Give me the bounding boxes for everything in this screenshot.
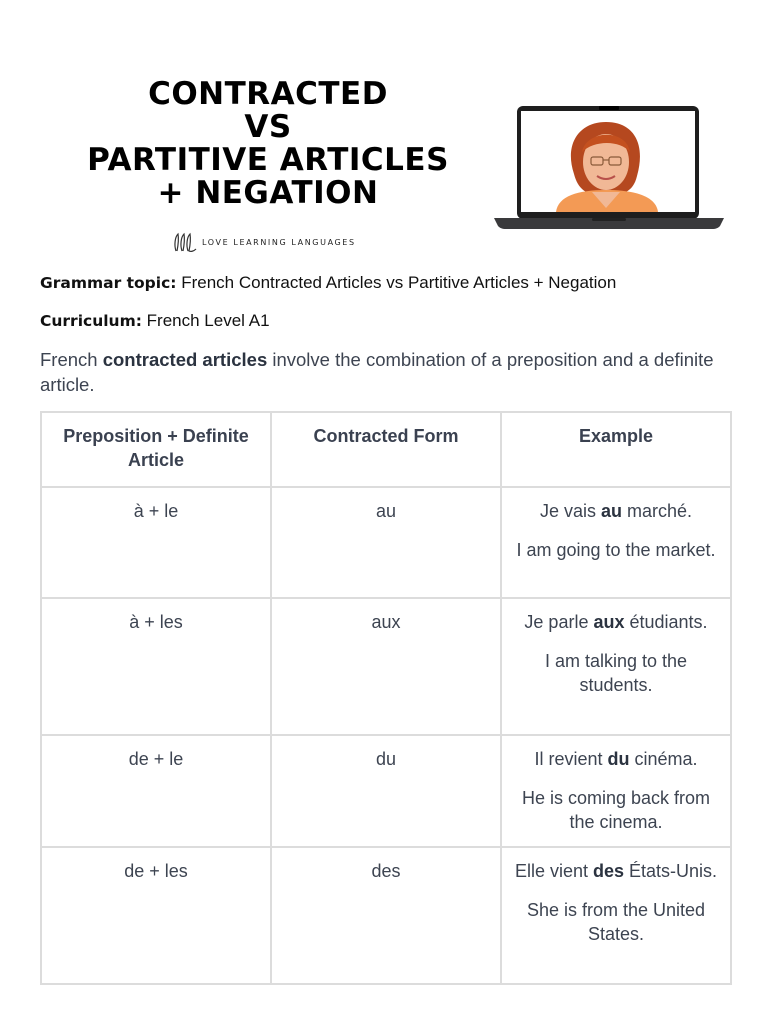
brand-name: LOVE LEARNING LANGUAGES [202,237,356,247]
title-line: VS [244,109,292,145]
brand-logo [172,230,372,254]
example-cell [501,847,731,984]
grammar-topic [40,273,740,293]
example-text: États-Unis. [624,861,718,881]
example-bold: des [592,861,625,881]
example-text: étudiants. [624,612,708,632]
form-cell: aux [271,598,501,735]
example-text: marché. [622,501,693,521]
brand-logo-icon [172,231,198,253]
form-cell: au [271,487,501,598]
example-sentence [512,859,720,883]
example-text: cinéma. [629,749,698,769]
form-cell: des [271,847,501,984]
intro-paragraph [40,347,740,397]
column-header: Contracted Form [271,412,501,487]
form-cell: du [271,735,501,847]
title-line: + NEGATION [157,175,379,211]
example-text: Je vais [539,501,601,521]
combo-cell: à + le [41,487,271,598]
example-text: Il revient [534,749,608,769]
example-sentence [512,610,720,634]
title-line: CONTRACTED [148,76,388,112]
column-header: Example [501,412,731,487]
curriculum [40,311,740,331]
column-header: Preposition + Definite Article [41,412,271,487]
combo-cell: à + les [41,598,271,735]
example-translation: I am talking to the students. [544,651,688,695]
table-row [41,598,731,735]
table-row [41,487,731,598]
combo-cell: de + les [41,847,271,984]
worksheet-header [0,0,768,262]
example-translation: She is from the United States. [526,900,706,944]
intro-text: involve the combination of a preposition and a definite article. [40,349,714,395]
curriculum-label: Curriculum: [40,312,142,330]
title-line: PARTITIVE ARTICLES [87,142,449,178]
table-row [41,847,731,984]
contracted-articles-table [40,411,732,985]
example-cell [501,598,731,735]
example-sentence [512,499,720,523]
example-sentence [512,747,720,771]
example-text: Elle vient [514,861,593,881]
grammar-topic-value: French Contracted Articles vs Partitive Articles + Negation [181,273,617,292]
table-row [41,735,731,847]
intro-bold-term: contracted articles [102,349,268,370]
example-cell [501,487,731,598]
curriculum-value: French Level A1 [146,311,270,330]
page-title [30,78,506,210]
example-cell [501,735,731,847]
example-translation: I am going to the market. [516,540,716,560]
example-translation: He is coming back from the cinema. [521,788,711,832]
laptop-icon [494,104,724,230]
table-header-row [41,412,731,487]
combo-cell: de + le [41,735,271,847]
grammar-topic-label: Grammar topic: [40,274,177,292]
example-bold: au [600,501,622,521]
example-bold: aux [593,612,625,632]
intro-text: French [40,349,103,370]
example-text: Je parle [524,612,594,632]
example-bold: du [607,749,630,769]
